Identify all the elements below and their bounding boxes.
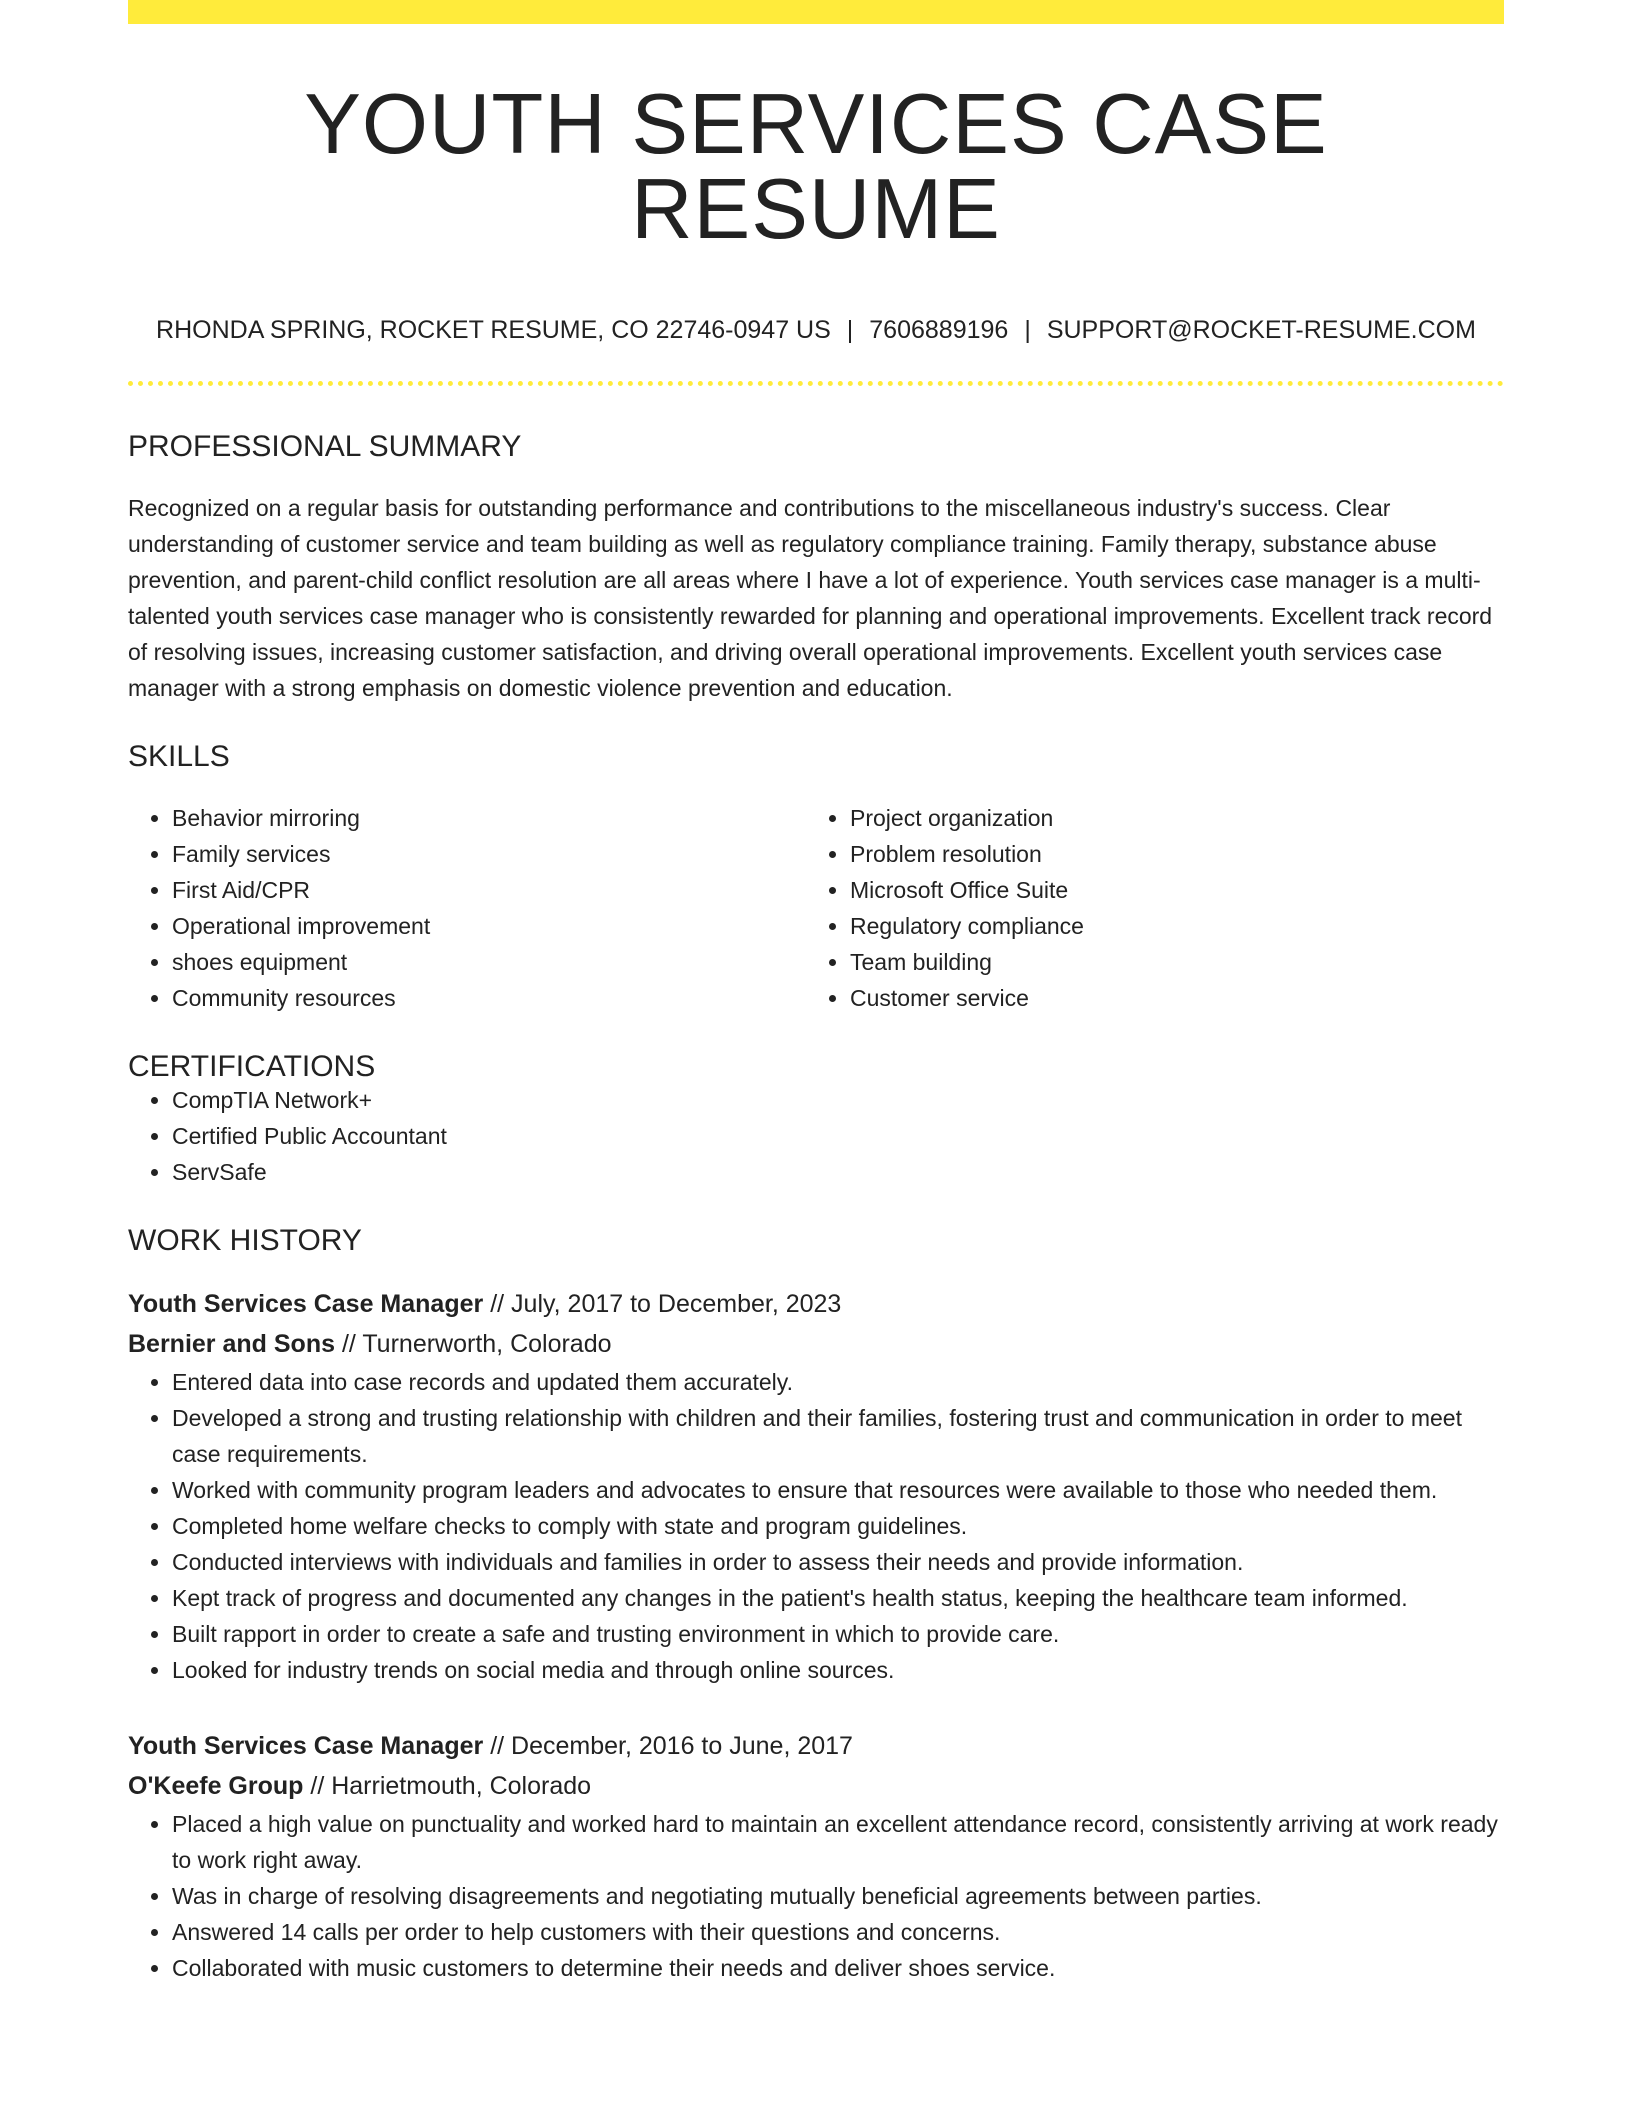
skills-grid: [128, 800, 1504, 1016]
skills-column-right: [806, 800, 1484, 1016]
summary-text: Recognized on a regular basis for outstanding performance and contributions to the miscellaneous industry's success. Clear understanding of customer service and team building as well as regulatory compliance training. Family therapy, substance abuse prevention, and parent-child conflict resolution are all areas where I have a lot of experience. Youth services case manager is a multi-talented youth services case manager who is consistently rewarded for planning and operational improvements. Excellent track record of resolving issues, increasing customer satisfaction, and driving overall operational improvements. Excellent youth services case manager with a strong emphasis on domestic violence prevention and education.: [128, 495, 1493, 701]
skills-heading: SKILLS: [128, 740, 230, 773]
certification-item: • CompTIA Network+: [172, 1082, 1504, 1118]
summary-heading: PROFESSIONAL SUMMARY: [128, 430, 522, 463]
contact-email: SUPPORT@ROCKET-RESUME.COM: [1046, 316, 1476, 344]
top-accent-bar: [128, 0, 1504, 24]
job-bullet: • Placed a high value on punctuality and worked hard to maintain an excellent attendance record, consistently arriving at work ready to work right away.: [172, 1806, 1504, 1878]
job-title: Youth Services Case Manager: [128, 1732, 484, 1760]
skill-item: • Problem resolution: [850, 836, 1484, 872]
skill-item: • Family services: [172, 836, 806, 872]
job-location: // Harrietmouth, Colorado: [310, 1772, 592, 1800]
job-company-line: [128, 1766, 1504, 1806]
job-bullet: • Worked with community program leaders and advocates to ensure that resources were available to those who needed them.: [172, 1472, 1504, 1508]
job-title-line: [128, 1284, 1504, 1324]
job-title: Youth Services Case Manager: [128, 1290, 484, 1318]
contact-address: RHONDA SPRING, ROCKET RESUME, CO 22746-0947 US: [156, 316, 831, 344]
contact-line: [128, 318, 1504, 343]
skills-column-left: [128, 800, 806, 1016]
resume-page: [128, 0, 1504, 1986]
job-bullet: • Was in charge of resolving disagreements and negotiating mutually beneficial agreements between parties.: [172, 1878, 1504, 1914]
skill-item: • Project organization: [850, 800, 1484, 836]
skill-item: • Team building: [850, 944, 1484, 980]
skill-item: • Microsoft Office Suite: [850, 872, 1484, 908]
job-location: // Turnerworth, Colorado: [341, 1330, 612, 1358]
job-bullet-list: [128, 1364, 1504, 1688]
job-bullet: • Collaborated with music customers to determine their needs and deliver shoes service.: [172, 1950, 1504, 1986]
skill-item: • shoes equipment: [172, 944, 806, 980]
skill-item: • Behavior mirroring: [172, 800, 806, 836]
skill-item: • First Aid/CPR: [172, 872, 806, 908]
certifications-list: [128, 1082, 1504, 1190]
skill-item: • Community resources: [172, 980, 806, 1016]
job-bullet-list: [128, 1806, 1504, 1986]
job-entry: [128, 1284, 1504, 1688]
certification-item: • ServSafe: [172, 1154, 1504, 1190]
job-title-line: [128, 1726, 1504, 1766]
job-company: Bernier and Sons: [128, 1330, 335, 1358]
job-dates: // December, 2016 to June, 2017: [490, 1732, 853, 1760]
job-bullet: • Built rapport in order to create a safe and trusting environment in which to provide care.: [172, 1616, 1504, 1652]
skill-item: • Operational improvement: [172, 908, 806, 944]
skills-list-left: [128, 800, 806, 1016]
dotted-divider: [128, 381, 1504, 386]
job-dates: // July, 2017 to December, 2023: [490, 1290, 842, 1318]
job-bullet: • Answered 14 calls per order to help customers with their questions and concerns.: [172, 1914, 1504, 1950]
job-bullet: • Conducted interviews with individuals and families in order to assess their needs and provide information.: [172, 1544, 1504, 1580]
job-bullet: • Looked for industry trends on social media and through online sources.: [172, 1652, 1504, 1688]
skill-item: • Customer service: [850, 980, 1484, 1016]
skills-list-right: [806, 800, 1484, 1016]
skill-item: • Regulatory compliance: [850, 908, 1484, 944]
work-history-heading: WORK HISTORY: [128, 1224, 362, 1257]
job-bullet: • Developed a strong and trusting relationship with children and their families, fostering trust and communication in order to meet case requirements.: [172, 1400, 1504, 1472]
contact-phone: 7606889196: [869, 316, 1009, 344]
job-bullet: • Kept track of progress and documented any changes in the patient's health status, keeping the healthcare team informed.: [172, 1580, 1504, 1616]
job-entry: [128, 1726, 1504, 1986]
certifications-heading: CERTIFICATIONS: [128, 1050, 376, 1083]
job-company-line: [128, 1324, 1504, 1364]
certification-item: • Certified Public Accountant: [172, 1118, 1504, 1154]
contact-separator: |: [1024, 316, 1031, 344]
job-company: O'Keefe Group: [128, 1772, 304, 1800]
job-bullet: • Entered data into case records and updated them accurately.: [172, 1364, 1504, 1400]
job-bullet: • Completed home welfare checks to comply with state and program guidelines.: [172, 1508, 1504, 1544]
resume-title: YOUTH SERVICES CASE RESUME: [304, 77, 1328, 257]
contact-separator: |: [846, 316, 854, 344]
